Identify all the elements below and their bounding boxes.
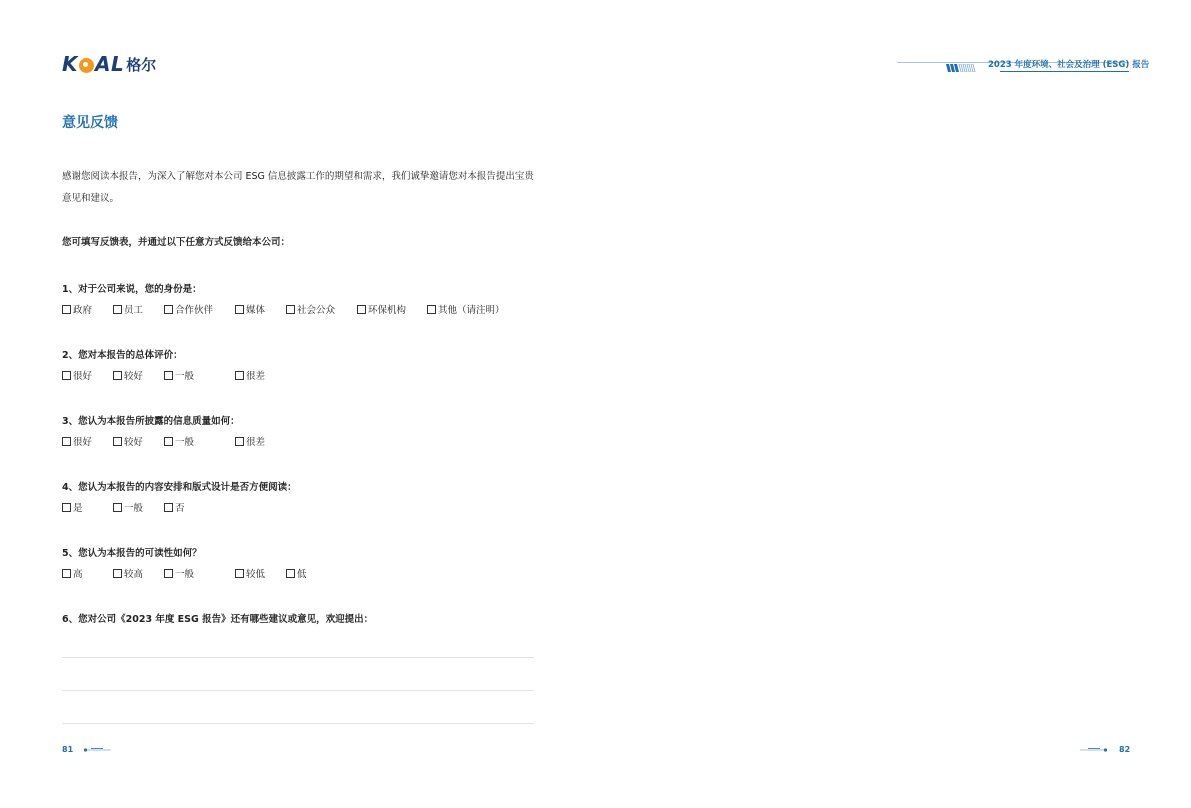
question-1-title: 1、对于公司来说，您的身份是： bbox=[62, 284, 202, 295]
checkbox-icon[interactable] bbox=[235, 437, 244, 446]
q2-option-good[interactable]: 较好 bbox=[113, 368, 143, 382]
checkbox-icon[interactable] bbox=[427, 305, 436, 314]
q3-option-good[interactable]: 较好 bbox=[113, 434, 143, 448]
q1-option-other[interactable]: 其他（请注明） bbox=[427, 302, 505, 316]
checkbox-icon[interactable] bbox=[113, 437, 122, 446]
q2-option-average[interactable]: 一般 bbox=[164, 368, 194, 382]
checkbox-icon[interactable] bbox=[164, 371, 173, 380]
q5-option-fairly-low[interactable]: 较低 bbox=[235, 566, 265, 580]
checkbox-icon[interactable] bbox=[62, 503, 71, 512]
logo-wordmark bbox=[62, 52, 124, 76]
checkbox-icon[interactable] bbox=[164, 437, 173, 446]
q1-option-partner[interactable]: 合作伙伴 bbox=[164, 302, 213, 316]
instruction-text: 您可填写反馈表，并通过以下任意方式反馈给本公司： bbox=[62, 237, 291, 248]
logo-chinese-name: 格尔 bbox=[126, 55, 157, 74]
question-5-title: 5、您认为本报告的可读性如何？ bbox=[62, 548, 202, 559]
checkbox-icon[interactable] bbox=[62, 437, 71, 446]
checkbox-icon[interactable] bbox=[164, 305, 173, 314]
q3-option-very-good[interactable]: 很好 bbox=[62, 434, 92, 448]
q4-option-yes[interactable]: 是 bbox=[62, 500, 83, 514]
checkbox-icon[interactable] bbox=[62, 569, 71, 578]
q1-option-employee[interactable]: 员工 bbox=[113, 302, 143, 316]
q2-option-very-good[interactable]: 很好 bbox=[62, 368, 92, 382]
checkbox-icon[interactable] bbox=[62, 371, 71, 380]
checkbox-icon[interactable] bbox=[164, 569, 173, 578]
checkbox-icon[interactable] bbox=[235, 371, 244, 380]
q1-option-environmental-org[interactable]: 环保机构 bbox=[357, 302, 406, 316]
logo-text-left: K bbox=[62, 52, 78, 76]
answer-line[interactable] bbox=[62, 723, 534, 724]
question-2-title: 2、您对本报告的总体评价： bbox=[62, 350, 183, 361]
header-rule-accent bbox=[1000, 71, 1129, 72]
answer-line[interactable] bbox=[62, 657, 534, 658]
page-number-right: 82 bbox=[1119, 745, 1131, 754]
logo-dot-icon bbox=[79, 58, 94, 73]
question-6-title: 6、您对公司《2023 年度 ESG 报告》还有哪些建议或意见，欢迎提出： bbox=[62, 614, 374, 625]
checkbox-icon[interactable] bbox=[113, 305, 122, 314]
q1-option-media[interactable]: 媒体 bbox=[235, 302, 265, 316]
checkbox-icon[interactable] bbox=[357, 305, 366, 314]
page-title: 意见反馈 bbox=[62, 115, 118, 131]
question-3-title: 3、您认为本报告所披露的信息质量如何： bbox=[62, 416, 240, 427]
checkbox-icon[interactable] bbox=[235, 305, 244, 314]
checkbox-icon[interactable] bbox=[235, 569, 244, 578]
q5-option-high[interactable]: 高 bbox=[62, 566, 83, 580]
checkbox-icon[interactable] bbox=[113, 503, 122, 512]
q5-option-fairly-high[interactable]: 较高 bbox=[113, 566, 143, 580]
page-number-left: 81 bbox=[62, 745, 74, 754]
report-title: 2023 年度环境、社会及治理 (ESG) 报告 bbox=[988, 60, 1150, 70]
q3-option-average[interactable]: 一般 bbox=[164, 434, 194, 448]
checkbox-icon[interactable] bbox=[286, 305, 295, 314]
company-logo bbox=[62, 52, 156, 76]
checkbox-icon[interactable] bbox=[62, 305, 71, 314]
q5-option-low[interactable]: 低 bbox=[286, 566, 307, 580]
q4-option-no[interactable]: 否 bbox=[164, 500, 185, 514]
q2-option-poor[interactable]: 很差 bbox=[235, 368, 265, 382]
logo-text-right: AL bbox=[95, 52, 125, 76]
answer-line[interactable] bbox=[62, 690, 534, 691]
q4-option-average[interactable]: 一般 bbox=[113, 500, 143, 514]
footer-arrow-left-icon bbox=[83, 747, 111, 753]
checkbox-icon[interactable] bbox=[113, 371, 122, 380]
checkbox-icon[interactable] bbox=[113, 569, 122, 578]
q1-option-government[interactable]: 政府 bbox=[62, 302, 92, 316]
footer-arrow-right-icon bbox=[1080, 747, 1108, 753]
q3-option-poor[interactable]: 很差 bbox=[235, 434, 265, 448]
header-stripes-icon bbox=[946, 64, 980, 72]
intro-paragraph: 感谢您阅读本报告，为深入了解您对本公司 ESG 信息披露工作的期望和需求，我们诚挚邀请您对本报告提出宝贵意见和建议。 bbox=[62, 171, 534, 204]
question-4-title: 4、您认为本报告的内容安排和版式设计是否方便阅读： bbox=[62, 482, 297, 493]
checkbox-icon[interactable] bbox=[286, 569, 295, 578]
checkbox-icon[interactable] bbox=[164, 503, 173, 512]
q1-option-public[interactable]: 社会公众 bbox=[286, 302, 335, 316]
q5-option-average[interactable]: 一般 bbox=[164, 566, 194, 580]
